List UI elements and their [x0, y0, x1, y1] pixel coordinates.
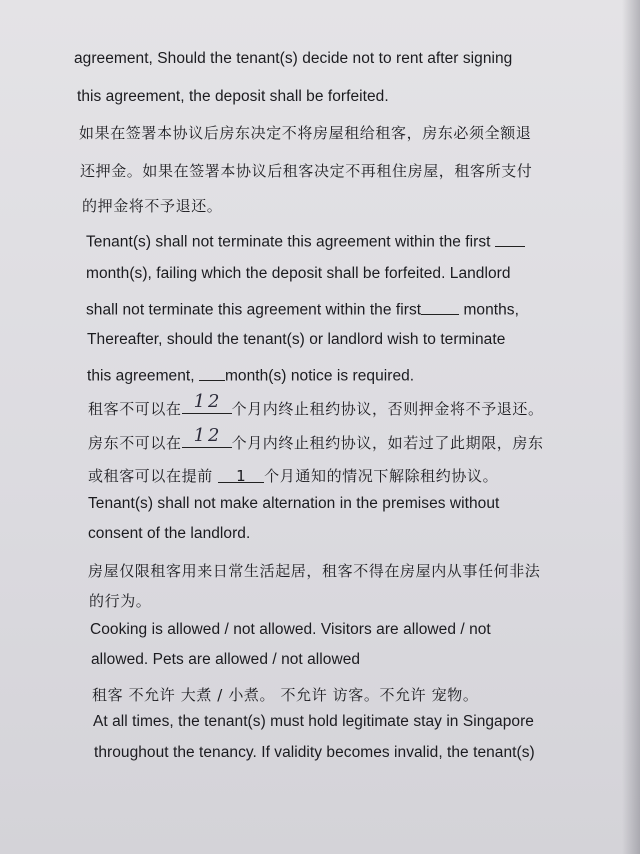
text-line: [87, 364, 414, 386]
page-edge-shadow: [622, 0, 640, 854]
handwritten-number: 12: [193, 425, 223, 446]
text-line: 房屋仅限租客用来日常生活起居，租客不得在房屋内从事任何非法: [88, 562, 541, 580]
text-segment: 个月通知的情况下解除租约协议。: [264, 467, 499, 485]
text-line: Thereafter, should the tenant(s) or landlord wish to terminate: [87, 331, 506, 348]
text-line: 的押金将不予退还。: [82, 197, 223, 215]
text-line: [86, 230, 525, 252]
text-segment: 个月内终止租约协议，如若过了此期限，房东: [231, 434, 544, 452]
text-line: Cooking is allowed / not allowed. Visitors are allowed / not: [90, 621, 491, 638]
text-segment: months,: [459, 301, 519, 319]
text-line: [88, 391, 544, 419]
text-line: month(s), failing which the deposit shall be forfeited. Landlord: [86, 265, 511, 282]
text-segment: 房东不可以在: [88, 434, 182, 452]
text-segment: shall not terminate this agreement within the first: [86, 301, 422, 319]
text-line: At all times, the tenant(s) must hold legitimate stay in Singapore: [93, 713, 534, 730]
text-line: allowed. Pets are allowed / not allowed: [91, 651, 361, 668]
text-line: 还押金。如果在签署本协议后租客决定不再租住房屋，租客所支付: [80, 162, 533, 180]
text-line: [88, 465, 498, 486]
filled-number: 1: [236, 467, 247, 485]
text-segment: 或租客可以在提前: [88, 467, 219, 485]
text-segment: Tenant(s) shall not terminate this agreement within the first: [86, 233, 491, 251]
text-segment: month(s) notice is required.: [224, 367, 415, 385]
text-line: Tenant(s) shall not make alternation in the premises without: [88, 495, 500, 512]
text-line: [88, 425, 544, 453]
blank-field: [218, 467, 264, 483]
text-line: 的行为。: [89, 592, 152, 610]
blank-field: [495, 230, 525, 247]
text-line: agreement, Should the tenant(s) decide not to rent after signing: [74, 50, 513, 67]
text-line: [86, 298, 519, 320]
text-line: this agreement, the deposit shall be forfeited.: [77, 88, 389, 105]
text-line: consent of the landlord.: [88, 525, 251, 542]
handwritten-number: 12: [193, 391, 223, 412]
text-segment: 个月内终止租约协议，否则押金将不予退还。: [231, 400, 544, 418]
blank-field: [421, 298, 459, 315]
text-line: throughout the tenancy. If validity becomes invalid, the tenant(s): [94, 744, 535, 761]
blank-field: [182, 425, 232, 448]
blank-field: [182, 391, 232, 414]
text-line: 租客 不允许 大煮 / 小煮。 不允许 访客。不允许 宠物。: [92, 686, 479, 704]
text-segment: 租客不可以在: [88, 400, 182, 418]
text-line: 如果在签署本协议后房东决定不将房屋租给租客，房东必须全额退: [79, 124, 532, 142]
text-segment: this agreement,: [87, 367, 199, 385]
blank-field: [199, 364, 225, 381]
